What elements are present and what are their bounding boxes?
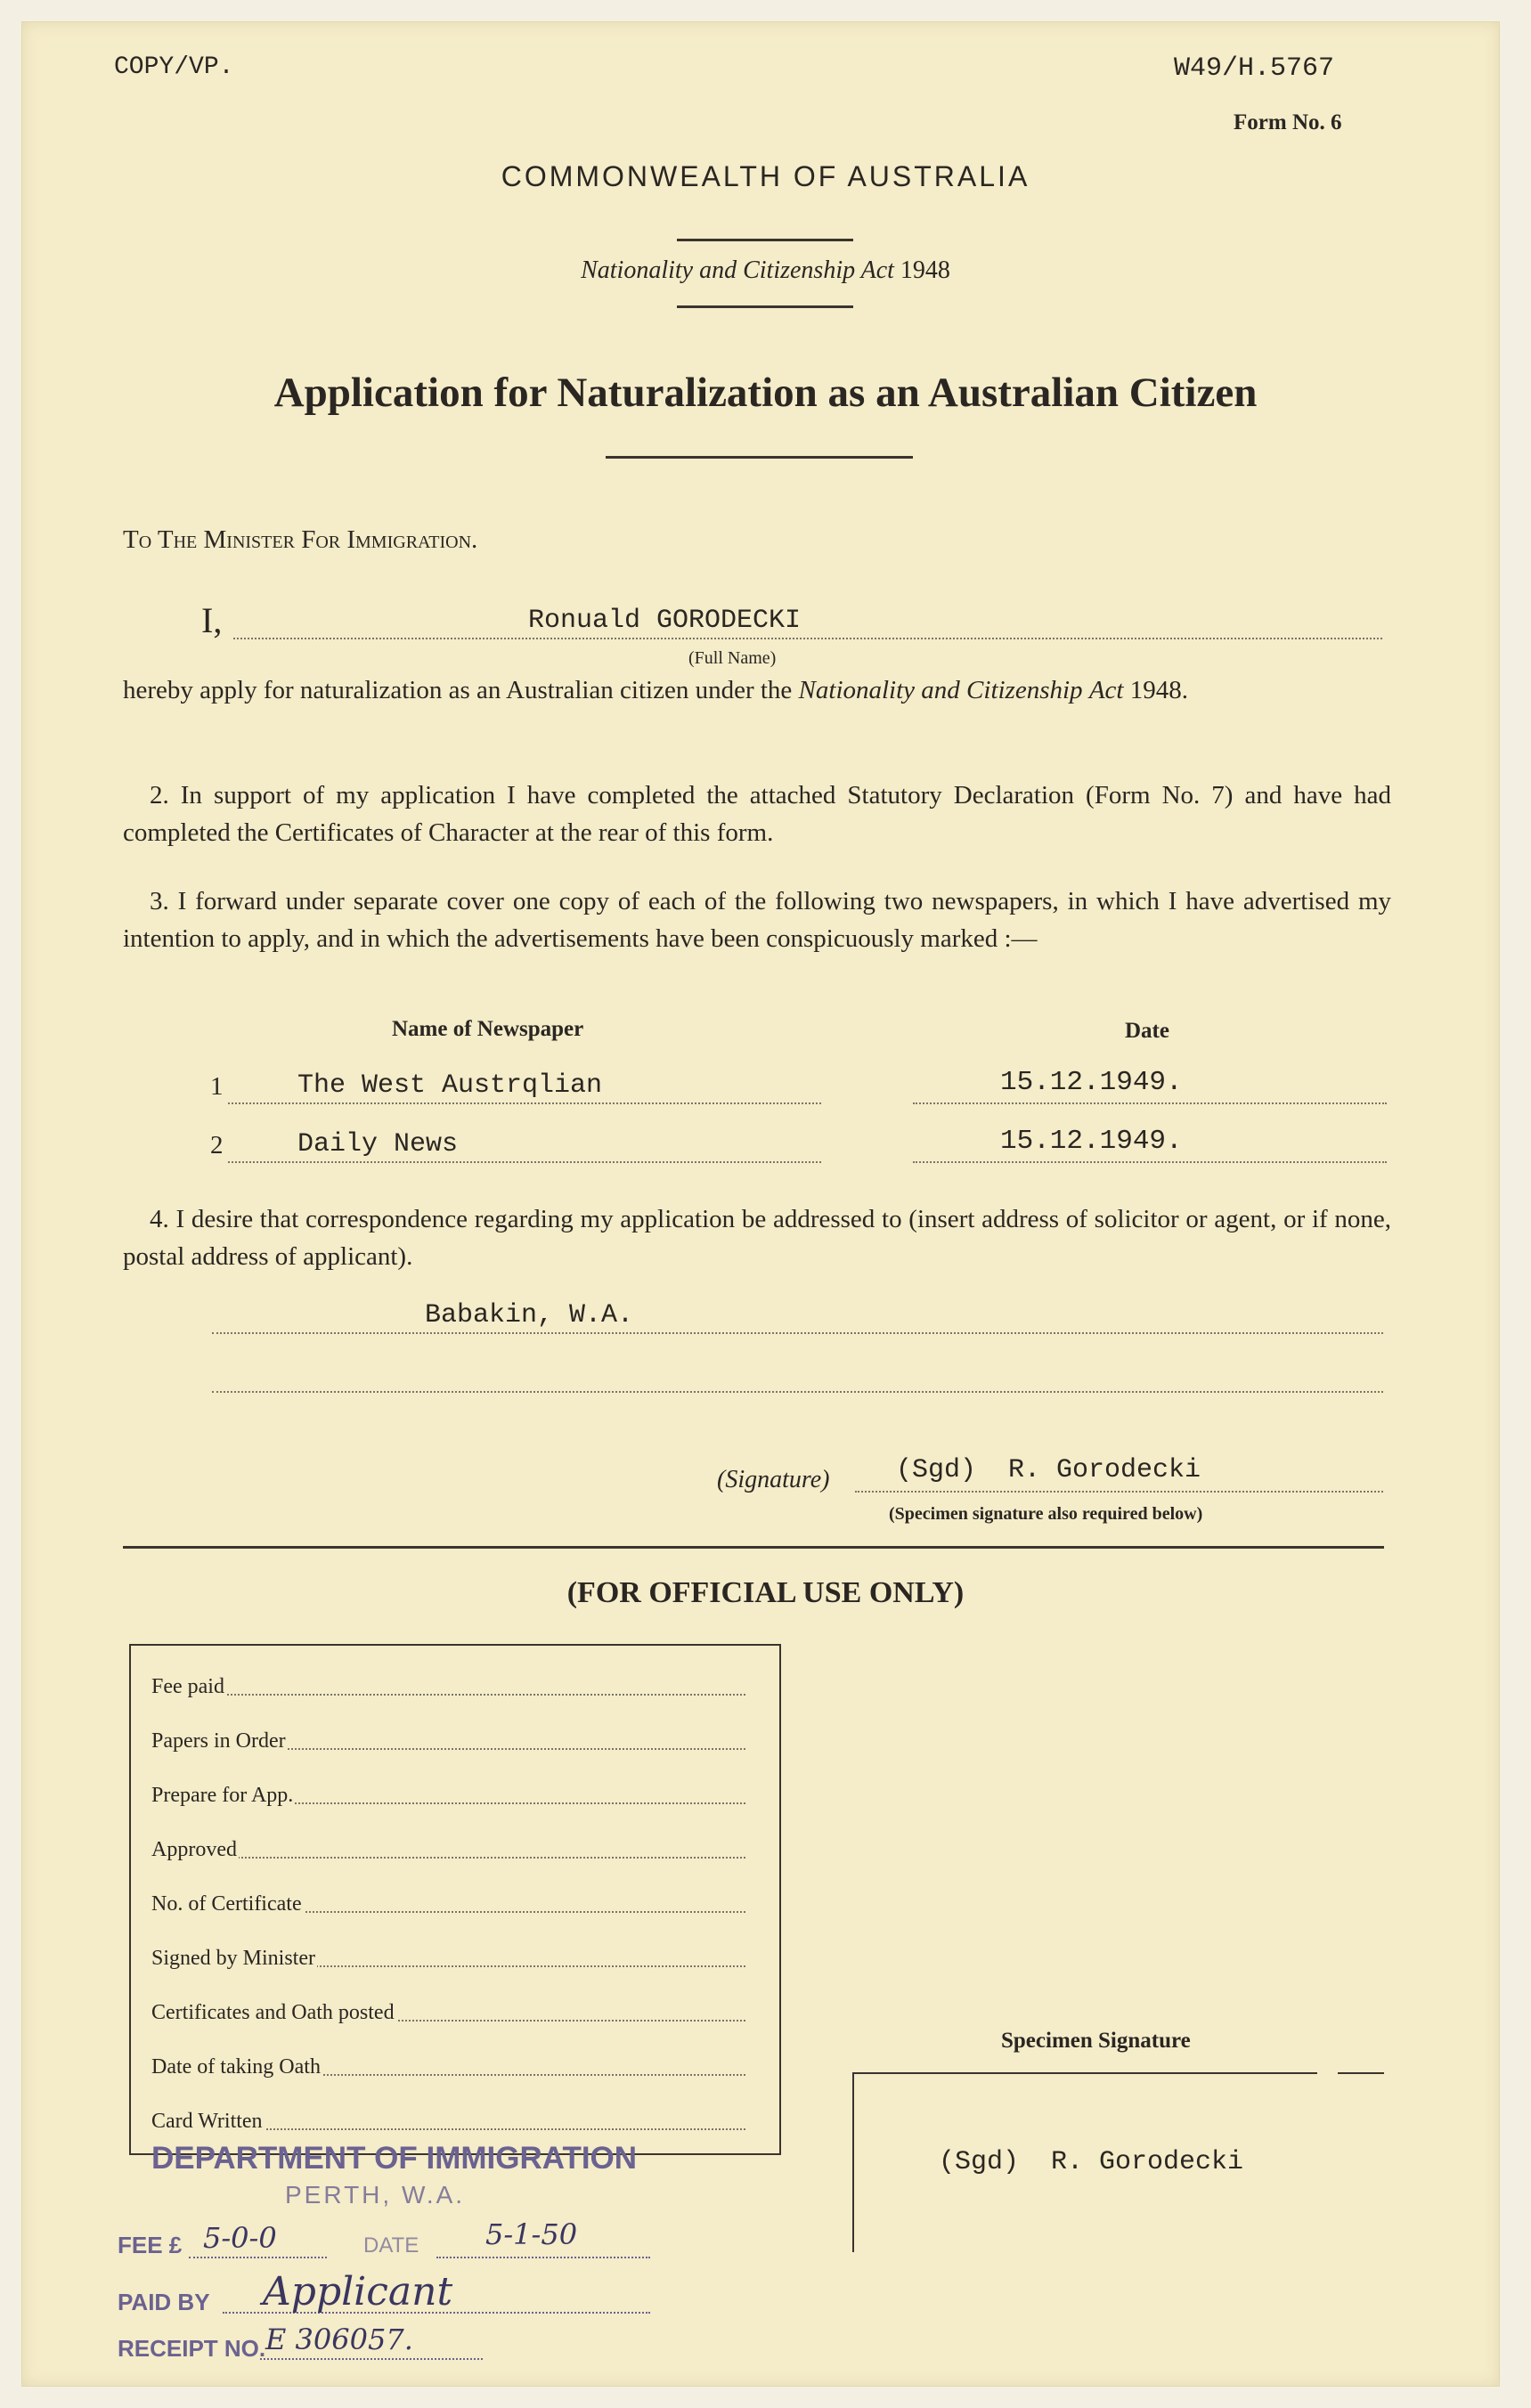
full-name-caption: (Full Name) [688, 648, 777, 668]
receipt-label: RECEIPT NO. [118, 2335, 266, 2362]
field-label: Approved [151, 1838, 237, 1861]
newspaper-row-number: 2 [210, 1131, 224, 1159]
date-label: DATE [363, 2233, 419, 2258]
address-line-1 [212, 1297, 1383, 1334]
official-field-oath-date [151, 2049, 745, 2085]
official-field-prepare [151, 1778, 745, 1813]
paid-by-value: Applicant [263, 2269, 453, 2314]
date-stamp-line [436, 2257, 650, 2258]
official-field-card-written [151, 2103, 745, 2139]
paragraph-2: 2. In support of my application I have completed the attached Statutory Declaration (Form No. 7) and have had completed the Certificates of Character at the rear of this form. [123, 781, 1391, 847]
newspaper-date: 15.12.1949. [1000, 1067, 1183, 1098]
field-label: Signed by Minister [151, 1947, 315, 1970]
field-label: Fee paid [151, 1675, 224, 1698]
applicant-full-name: Ronuald GORODECKI [528, 606, 802, 636]
correspondence-address: Babakin, W.A. [425, 1300, 634, 1330]
apply-year: 1948. [1129, 676, 1188, 704]
newspaper-name: Daily News [297, 1129, 459, 1159]
field-label: Certificates and Oath posted [151, 2001, 395, 2024]
divider [677, 239, 853, 241]
address-line-2 [212, 1355, 1383, 1393]
field-label: Card Written [151, 2110, 263, 2133]
official-field-signed-by-minister [151, 1940, 745, 1976]
official-field-papers-in-order [151, 1723, 745, 1759]
field-label: Papers in Order [151, 1729, 286, 1753]
receipt-line [260, 2358, 483, 2360]
official-field-approved [151, 1832, 745, 1867]
applicant-signature: (Sgd) R. Gorodecki [896, 1455, 1201, 1485]
apply-act: Nationality and Citizenship [798, 676, 1083, 704]
newspaper-name: The West Austrqlian [297, 1070, 603, 1101]
form-number: Form No. 6 [1234, 110, 1342, 134]
official-field-certificates-posted [151, 1995, 745, 2030]
applicant-prefix: I, [201, 600, 223, 640]
full-name-line [233, 602, 1382, 639]
paragraph-3: 3. I forward under separate cover one copy of each of the following two newspapers, in which I have advertised my intention to apply, and in which the advertisements have been conspicuously marked :— [123, 887, 1391, 953]
apply-text: hereby apply for naturalization as an Australian citizen under the [123, 676, 793, 704]
official-field-certificate-no [151, 1886, 745, 1922]
field-label: Date of taking Oath [151, 2055, 321, 2079]
signature-label: (Signature) [717, 1466, 830, 1493]
apply-statement [123, 671, 1391, 709]
signature-caption: (Specimen signature also required below) [889, 1504, 1203, 1524]
divider [677, 305, 853, 308]
department-stamp: DEPARTMENT OF IMMIGRATION [151, 2141, 638, 2176]
specimen-signature-label: Specimen Signature [1001, 2029, 1191, 2053]
field-label: Prepare for App. [151, 1784, 294, 1807]
commonwealth-heading: COMMONWEALTH OF AUSTRALIA [501, 160, 1030, 192]
divider [606, 456, 913, 459]
apply-act-word: Act [1088, 676, 1124, 704]
addressee: To The Minister For Immigration. [123, 525, 478, 554]
date-col-header: Date [1125, 1019, 1169, 1043]
section-divider [123, 1546, 1384, 1549]
copy-reference: COPY/VP. [114, 53, 234, 81]
receipt-number: E 306057. [265, 2323, 413, 2356]
newspaper-col-header: Name of Newspaper [392, 1017, 584, 1041]
act-year: 1948 [900, 256, 950, 284]
act-name: Nationality and Citizenship Act [581, 256, 894, 284]
newspaper-row-number: 1 [210, 1072, 224, 1101]
official-field-fee-paid [151, 1669, 745, 1704]
act-line [0, 256, 1531, 285]
field-label: No. of Certificate [151, 1892, 302, 1916]
fee-line [189, 2257, 327, 2258]
official-use-heading: (FOR OFFICIAL USE ONLY) [566, 1576, 965, 1609]
specimen-signature: (Sgd) R. Gorodecki [939, 2147, 1244, 2177]
page-title: Application for Naturalization as an Australian Citizen [273, 370, 1258, 416]
paragraph-4: 4. I desire that correspondence regarding my application be addressed to (insert address of solicitor or agent, or if none, postal address of applicant). [123, 1205, 1391, 1271]
stamp-place: PERTH, W.A. [285, 2181, 466, 2209]
fee-amount: 5-0-0 [203, 2221, 277, 2255]
date-paid: 5-1-50 [485, 2217, 578, 2251]
divider [1338, 2072, 1384, 2074]
fee-label: FEE £ [118, 2232, 183, 2258]
paid-by-label: PAID BY [118, 2289, 210, 2315]
newspaper-date: 15.12.1949. [1000, 1126, 1183, 1157]
file-reference: W49/H.5767 [1174, 53, 1335, 84]
